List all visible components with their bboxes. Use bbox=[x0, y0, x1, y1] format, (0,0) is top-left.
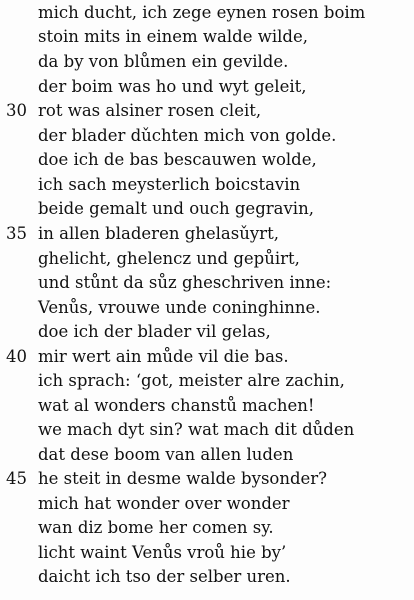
poem-line-12: und stůnt da sůz gheschriven inne: bbox=[38, 273, 332, 292]
poem-line-10: in allen bladeren ghelasǔyrt, bbox=[38, 224, 279, 243]
line-number-45: 45 bbox=[6, 469, 27, 488]
poem-line-24: daicht ich tso der selber uren. bbox=[38, 567, 291, 586]
line-number-40: 40 bbox=[6, 347, 27, 366]
poem-line-6: der blader dǔchten mich von golde. bbox=[38, 126, 337, 145]
poem-line-15: mir wert ain můde vil die bas. bbox=[38, 347, 289, 366]
poem-line-7: doe ich de bas bescauwen wolde, bbox=[38, 150, 317, 169]
poem-line-2: stoin mits in einem walde wilde, bbox=[38, 27, 308, 46]
poem-line-11: ghelicht, ghelencz und gepůirt, bbox=[38, 249, 300, 268]
poem-line-4: der boim was ho und wyt geleit, bbox=[38, 77, 307, 96]
poem-line-17: wat al wonders chanstů machen! bbox=[38, 396, 315, 415]
line-number-30: 30 bbox=[6, 101, 27, 120]
poem-line-9: beide gemalt und ouch gegravin, bbox=[38, 199, 314, 218]
poem-line-3: da by von blůmen ein gevilde. bbox=[38, 52, 289, 71]
poem-line-23: licht waint Venůs vroů hie by’ bbox=[38, 543, 287, 562]
poem-line-20: he steit in desme walde bysonder? bbox=[38, 469, 328, 488]
poem-line-13: Venůs, vrouwe unde coninghinne. bbox=[38, 298, 321, 317]
poem-line-1: mich ducht, ich zege eynen rosen boim bbox=[38, 3, 366, 22]
poem-line-16: ich sprach: ‘got, meister alre zachin, bbox=[38, 371, 345, 390]
poem-line-19: dat dese boom van allen luden bbox=[38, 445, 294, 464]
poem-line-8: ich sach meysterlich boicstavin bbox=[38, 175, 301, 194]
poem-line-22: wan diz bome her comen sy. bbox=[38, 518, 274, 537]
poem-line-5: rot was alsiner rosen cleit, bbox=[38, 101, 262, 120]
poem-line-21: mich hat wonder over wonder bbox=[38, 494, 290, 513]
poem-line-18: we mach dyt sin? wat mach dit důden bbox=[38, 420, 355, 439]
poem-line-14: doe ich der blader vil gelas, bbox=[38, 322, 271, 341]
line-number-35: 35 bbox=[6, 224, 27, 243]
